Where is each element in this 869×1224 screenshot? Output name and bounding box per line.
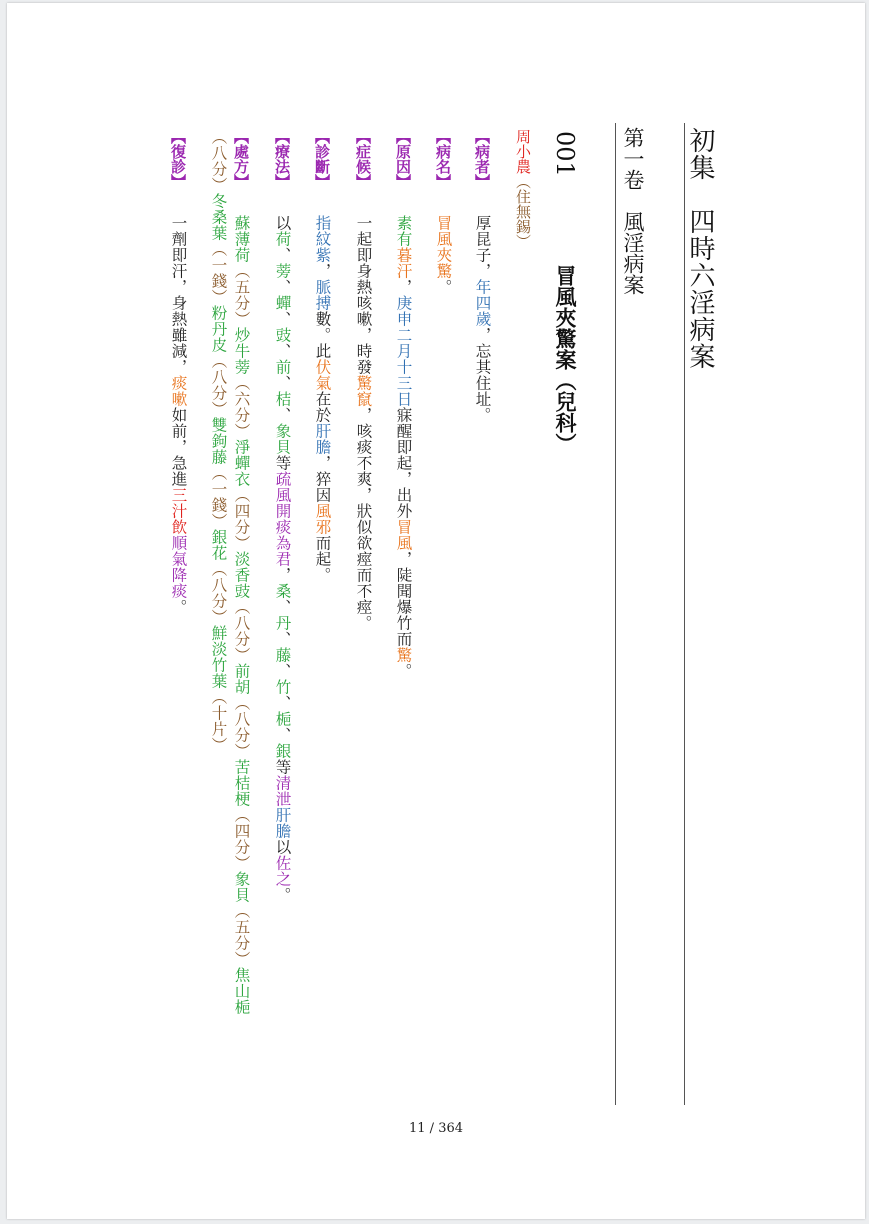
section-body [274, 215, 290, 903]
section-body [355, 215, 371, 631]
patient-line [515, 129, 530, 249]
text-segment: 桑 [273, 583, 292, 599]
text-segment: 庚申二月十三日 [394, 295, 413, 407]
text-segment: 象貝 [232, 871, 251, 903]
text-segment: ，猝因 [313, 455, 332, 503]
page-current: 11 [408, 1121, 426, 1136]
text-segment: 痰嗽 [169, 375, 188, 407]
section-body [233, 215, 249, 1015]
text-segment: 驚 [394, 647, 413, 663]
section-tag: 【處方】 [232, 129, 250, 189]
text-segment: （十片） [209, 689, 228, 753]
text-segment: 在於 [313, 391, 332, 423]
text-segment: 藤 [273, 647, 292, 663]
text-segment: 、 [273, 599, 292, 615]
text-segment: （四分） [232, 487, 251, 551]
text-segment: 佐之 [273, 855, 292, 887]
section-body [170, 215, 186, 615]
section-tag: 【病名】 [434, 129, 452, 189]
text-segment: 順氣降痰 [169, 535, 188, 599]
text-segment: 素有 [394, 215, 413, 247]
text-segment: 數。此 [313, 311, 332, 359]
text-segment: 清泄 [273, 775, 292, 807]
text-segment: （一錢） [209, 465, 228, 529]
patient-location: （住無錫） [514, 174, 532, 249]
text-segment: 象貝 [273, 423, 292, 455]
text-segment: 雙鉤藤 [209, 417, 228, 465]
text-segment: 蒡 [273, 263, 292, 279]
text-segment: 、 [273, 247, 292, 263]
case-title: 冒風夾驚案（兒科） [553, 265, 578, 454]
text-segment: 、 [273, 727, 292, 743]
page-total: 364 [438, 1121, 464, 1136]
text-segment: ， [313, 263, 332, 279]
text-segment: ， [394, 279, 413, 295]
text-segment: 荷 [273, 231, 292, 247]
volume-divider [615, 123, 616, 1105]
text-segment: 肝膽 [313, 423, 332, 455]
text-segment: （六分） [232, 375, 251, 439]
text-segment: 、 [273, 311, 292, 327]
text-segment: 銀 [273, 743, 292, 759]
text-segment: 焦山梔 [232, 967, 251, 1015]
text-segment: 冒風夾驚 [434, 215, 453, 279]
text-segment: 三汁飲 [169, 487, 188, 535]
text-segment: 炒牛蒡 [232, 327, 251, 375]
text-segment: 、 [273, 407, 292, 423]
text-segment: 銀花 [209, 529, 228, 561]
section-body-continuation [210, 129, 226, 753]
section-tag: 【病者】 [473, 129, 491, 189]
text-segment: ， [273, 567, 292, 583]
text-segment: 疏風開痰為君 [273, 471, 292, 567]
text-segment: ，忘其住址。 [473, 327, 492, 423]
text-segment: 鮮淡竹葉 [209, 625, 228, 689]
text-segment: （五分） [232, 903, 251, 967]
text-segment: 寐醒即起，出外 [394, 407, 413, 519]
text-segment: 冬桑葉 [209, 193, 228, 241]
text-segment: 前 [273, 359, 292, 375]
text-segment: 淡香豉 [232, 551, 251, 599]
text-segment: （八分） [232, 695, 251, 759]
text-segment: 丹 [273, 615, 292, 631]
text-segment: 。 [169, 599, 188, 615]
book-title: 初集 四時六淫病案 [685, 127, 715, 370]
text-segment: 、 [273, 631, 292, 647]
text-segment: 如前，急進 [169, 407, 188, 487]
text-segment: 一起即身熱咳嗽，時發 [354, 215, 373, 375]
text-segment: 以 [273, 215, 292, 231]
volume-title: 第一卷 風淫病案 [621, 127, 645, 295]
text-segment: 蘇薄荷 [232, 215, 251, 263]
case-number: 001 [551, 131, 579, 177]
text-segment: 前胡 [232, 663, 251, 695]
text-segment: ，陡聞爆竹而 [394, 551, 413, 647]
section-tag: 【症候】 [354, 129, 372, 189]
patient-name: 周小農 [514, 129, 532, 174]
text-segment: 。 [273, 887, 292, 903]
text-segment: 。 [434, 279, 453, 295]
text-segment: 以 [273, 839, 292, 855]
text-segment: 脈搏 [313, 279, 332, 311]
text-segment: 梔 [273, 711, 292, 727]
text-segment: 、 [273, 375, 292, 391]
text-segment: ，咳痰不爽，狀似欲痙而不痙。 [354, 407, 373, 631]
text-segment: 豉 [273, 327, 292, 343]
text-segment: 等 [273, 455, 292, 471]
text-segment: 而起。 [313, 535, 332, 583]
section-body [395, 215, 411, 679]
text-segment: 年四歲 [473, 279, 492, 327]
text-segment: 等 [273, 759, 292, 775]
text-segment: 。 [394, 663, 413, 679]
section-body [435, 215, 451, 295]
section-tag: 【診斷】 [313, 129, 331, 189]
text-segment: （四分） [232, 807, 251, 871]
section-tag: 【療法】 [273, 129, 291, 189]
text-segment: （一錢） [209, 241, 228, 305]
text-segment: 一劑即汗，身熱雖減， [169, 215, 188, 375]
section-body [314, 215, 330, 583]
text-segment: 、 [273, 279, 292, 295]
text-segment: 竹 [273, 679, 292, 695]
section-tag: 【原因】 [394, 129, 412, 189]
page-separator: / [429, 1121, 435, 1136]
text-segment: 、 [273, 343, 292, 359]
text-segment: 淨蟬衣 [232, 439, 251, 487]
text-segment: （八分） [209, 561, 228, 625]
text-segment: 肝膽 [273, 807, 292, 839]
text-segment: 冒風 [394, 519, 413, 551]
text-segment: 驚竄 [354, 375, 373, 407]
section-body [474, 215, 490, 423]
text-segment: 粉丹皮 [209, 305, 228, 353]
title-divider [684, 123, 685, 1105]
document-page [7, 3, 865, 1219]
text-segment: 風邪 [313, 503, 332, 535]
section-tag: 【復診】 [169, 129, 187, 189]
text-segment: 伏氣 [313, 359, 332, 391]
text-segment: 厚昆子， [473, 215, 492, 279]
text-segment: 蟬 [273, 295, 292, 311]
text-segment: （八分） [232, 599, 251, 663]
text-segment: 、 [273, 663, 292, 679]
text-segment: 、 [273, 695, 292, 711]
text-segment: 苦桔梗 [232, 759, 251, 807]
text-segment: 暮汗 [394, 247, 413, 279]
page-number [7, 1121, 865, 1136]
text-segment: （八分） [209, 353, 228, 417]
text-segment: 桔 [273, 391, 292, 407]
text-segment: （八分） [209, 129, 228, 193]
text-segment: 指紋紫 [313, 215, 332, 263]
text-segment: （五分） [232, 263, 251, 327]
